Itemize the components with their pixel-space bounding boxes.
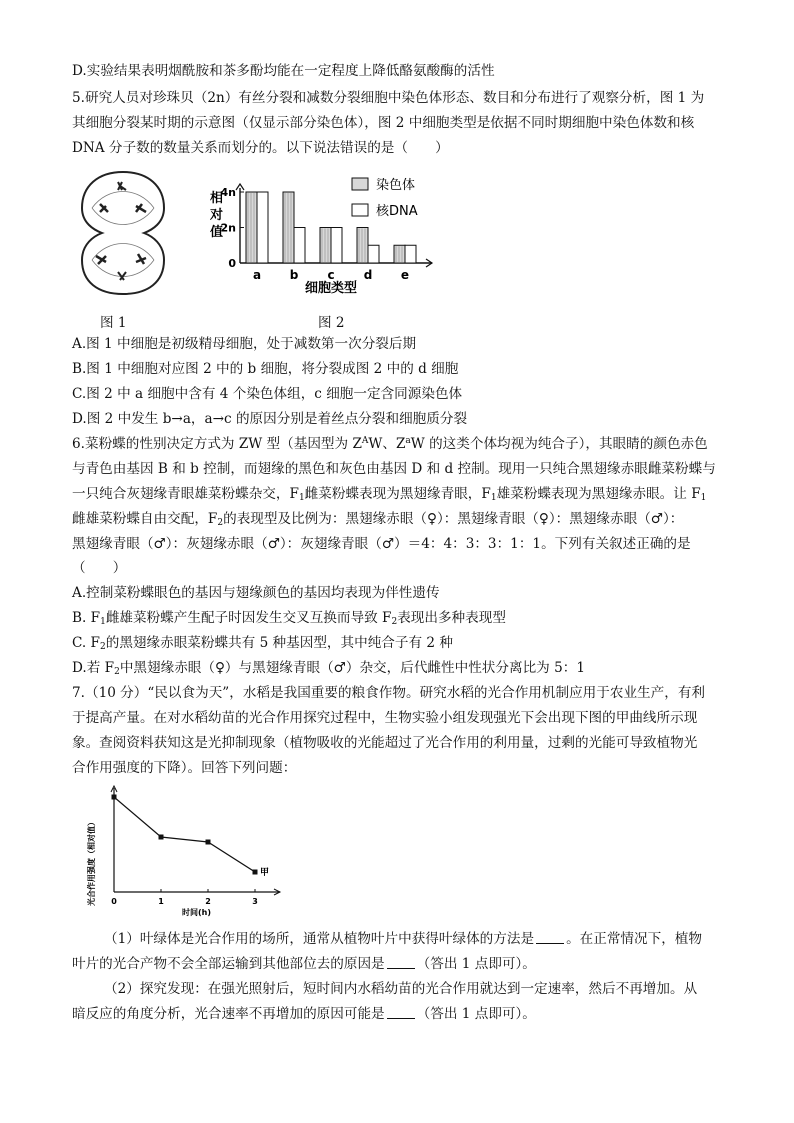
chart1-bar-d-dna [368, 245, 379, 263]
q5-option-c: C.图 2 中 a 细胞中含有 4 个染色体组，c 细胞一定含同源染色体 [72, 386, 463, 402]
answer-blank[interactable] [387, 956, 415, 969]
q7-stem-line-3: 象。查阅资料获知这是光抑制现象（植物吸收的光能超过了光合作用的利用量，过剩的光能可导致植物光 [72, 735, 698, 751]
q5-option-a: A.图 1 中细胞是初级精母细胞，处于减数第一次分裂后期 [72, 336, 417, 352]
q7-sub2-line-1: （2）探究发现：在强光照射后，短时间内水稻幼苗的光合作用就达到一定速率，然后不再增加。从 [104, 981, 698, 997]
q6-stem-line-2: 与青色由基因 B 和 b 控制，而翅缘的黑色和灰色由基因 D 和 d 控制。现用一只纯合黑翅缘赤眼雌菜粉蝶与 [72, 461, 716, 477]
chart1-category-label: a [252, 268, 262, 282]
chart1-x-axis-label: 细胞类型 [305, 281, 358, 296]
figure-2-caption: 图 2 [318, 315, 345, 331]
chart2-x-tick-label: 3 [252, 897, 258, 906]
chart1-bar-d-chromosome [357, 228, 368, 264]
q6-option-b: B. $F_1$雌雄菜粉蝶产生配子时因发生交叉互换而导致 $F_2$表现出多种表现型 [72, 610, 506, 627]
q6-stem-line-1: 6.菜粉蝶的性别决定方式为 ZW 型（基因型为 $Z^AW$、$Z^aW$ 的这类个体均视为纯合子），其眼睛的颜色赤色 [72, 436, 708, 452]
chart1-bar-e-dna [405, 245, 416, 263]
chart1-y-tick-label: 2n [220, 221, 236, 235]
chart2-data-point [253, 870, 258, 875]
chart2-x-tick-label: 0 [111, 897, 117, 906]
chart2-y-axis-label: 光合作用强度（相对值） [87, 818, 96, 906]
q6-option-a: A.控制菜粉蝶眼色的基因与翅缘颜色的基因均表现为伴性遗传 [72, 585, 440, 601]
chart1-category-label: b [289, 268, 299, 282]
q5-stem-line-2: 其细胞分裂某时期的示意图（仅显示部分染色体），图 2 中细胞类型是依据不同时期细胞中染色体数和核 [72, 115, 695, 131]
q6-option-c: C. $F_2$的黑翅缘赤眼菜粉蝶共有 5 种基因型，其中纯合子有 2 种 [72, 635, 453, 652]
q7-stem-line-2: 于提高产量。在对水稻幼苗的光合作用探究过程中，生物实验小组发现强光下会出现下图的甲曲线所示现 [72, 710, 698, 726]
q5-option-b: B.图 1 中细胞对应图 2 中的 b 细胞，将分裂成图 2 中的 d 细胞 [72, 361, 459, 377]
q6-stem-line-5: 黑翅缘青眼（♂）：灰翅缘赤眼（♂）：灰翅缘青眼（♂）＝4：4：3：3：1：1。下列有关叙述正确的是 [72, 536, 691, 552]
chart1-y-axis-label: 相对值 [210, 191, 224, 240]
chart2-series-line [114, 797, 255, 872]
q7-sub2-line-2: 暗反应的角度分析，光合速率不再增加的原因可能是 （答出 1 点即可）。 [72, 1006, 536, 1022]
chart1-y-tick-label: 0 [228, 257, 236, 270]
chart1-category-label: e [400, 268, 410, 282]
chart1-category-label: d [363, 268, 373, 282]
chart1-bar-a-chromosome [246, 192, 257, 263]
figure-1-cell-diagram [78, 168, 168, 298]
chart2-x-tick-label: 2 [205, 897, 211, 906]
figure-1-caption: 图 1 [100, 315, 127, 331]
chart2-x-tick-label: 1 [158, 897, 164, 906]
q5-stem-line-1: 5.研究人员对珍珠贝（2n）有丝分裂和减数分裂细胞中染色体形态、数目和分布进行了观察分析，图 1 为 [72, 90, 705, 106]
chart1-bar-c-dna [331, 228, 342, 264]
chart1-bar-c-chromosome [320, 228, 331, 264]
chart2-x-axis-label: 时间(h) [182, 908, 212, 917]
q7-stem-line-1: 7.（10 分）“民以食为天”，水稻是我国重要的粮食作物。研究水稻的光合作用机制应用于农业生产，有利 [72, 685, 706, 701]
q6-stem-line-4: 雌雄菜粉蝶自由交配，$F_2$的表现型及比例为：黑翅缘赤眼（♀）：黑翅缘青眼（♀）：黑翅缘赤眼（♂）： [72, 511, 684, 528]
chart1-legend-label: 核DNA [376, 204, 418, 219]
chart2-series-label: 甲 [260, 868, 270, 878]
q5-option-d: D.图 2 中发生 b→a，a→c 的原因分别是着丝点分裂和细胞质分裂 [72, 411, 468, 427]
answer-blank[interactable] [536, 931, 564, 944]
answer-blank[interactable] [387, 1006, 415, 1019]
q6-option-d: D.若 $F_2$中黑翅缘赤眼（♀）与黑翅缘青眼（♂）杂交，后代雌性中性状分离比为 5：1 [72, 660, 585, 677]
chart1-category-label: c [327, 268, 335, 282]
chart1-bar-b-dna [294, 228, 305, 264]
figure-2-bar-chart [200, 170, 440, 300]
chart1-bar-b-chromosome [283, 192, 294, 263]
chart2-data-point [159, 835, 164, 840]
chart1-legend-swatch [352, 178, 368, 190]
q6-stem-line-3: 一只纯合灰翅缘青眼雄菜粉蝶杂交，$F_1$雌菜粉蝶表现为黑翅缘青眼，$F_1$雄菜粉蝶表现为黑翅缘赤眼。让 $F_1$ [72, 486, 707, 503]
chart2-data-point [112, 795, 117, 800]
q7-stem-line-4: 合作用强度的下降）。回答下列问题： [72, 760, 297, 776]
chart1-bar-a-dna [257, 192, 268, 263]
q7-sub1-line-1: （1）叶绿体是光合作用的场所，通常从植物叶片中获得叶绿体的方法是 。在正常情况下，植物 [104, 931, 702, 947]
chart1-bar-e-chromosome [394, 245, 405, 263]
chart1-legend-label: 染色体 [376, 178, 416, 193]
chart1-y-tick-label: 4n [220, 186, 236, 199]
q6-stem-line-6: （ ） [72, 560, 127, 576]
q4-option-d: D.实验结果表明烟酰胺和茶多酚均能在一定程度上降低酪氨酸酶的活性 [72, 63, 495, 79]
chart1-legend-swatch [352, 204, 368, 216]
photosynthesis-line-chart [80, 782, 290, 922]
q7-sub1-line-2: 叶片的光合产物不会全部运输到其他部位去的原因是 （答出 1 点即可）。 [72, 956, 536, 972]
chart2-data-point [206, 840, 211, 845]
q5-stem-line-3: DNA 分子数的数量关系而划分的。以下说法错误的是（ ） [72, 140, 449, 156]
